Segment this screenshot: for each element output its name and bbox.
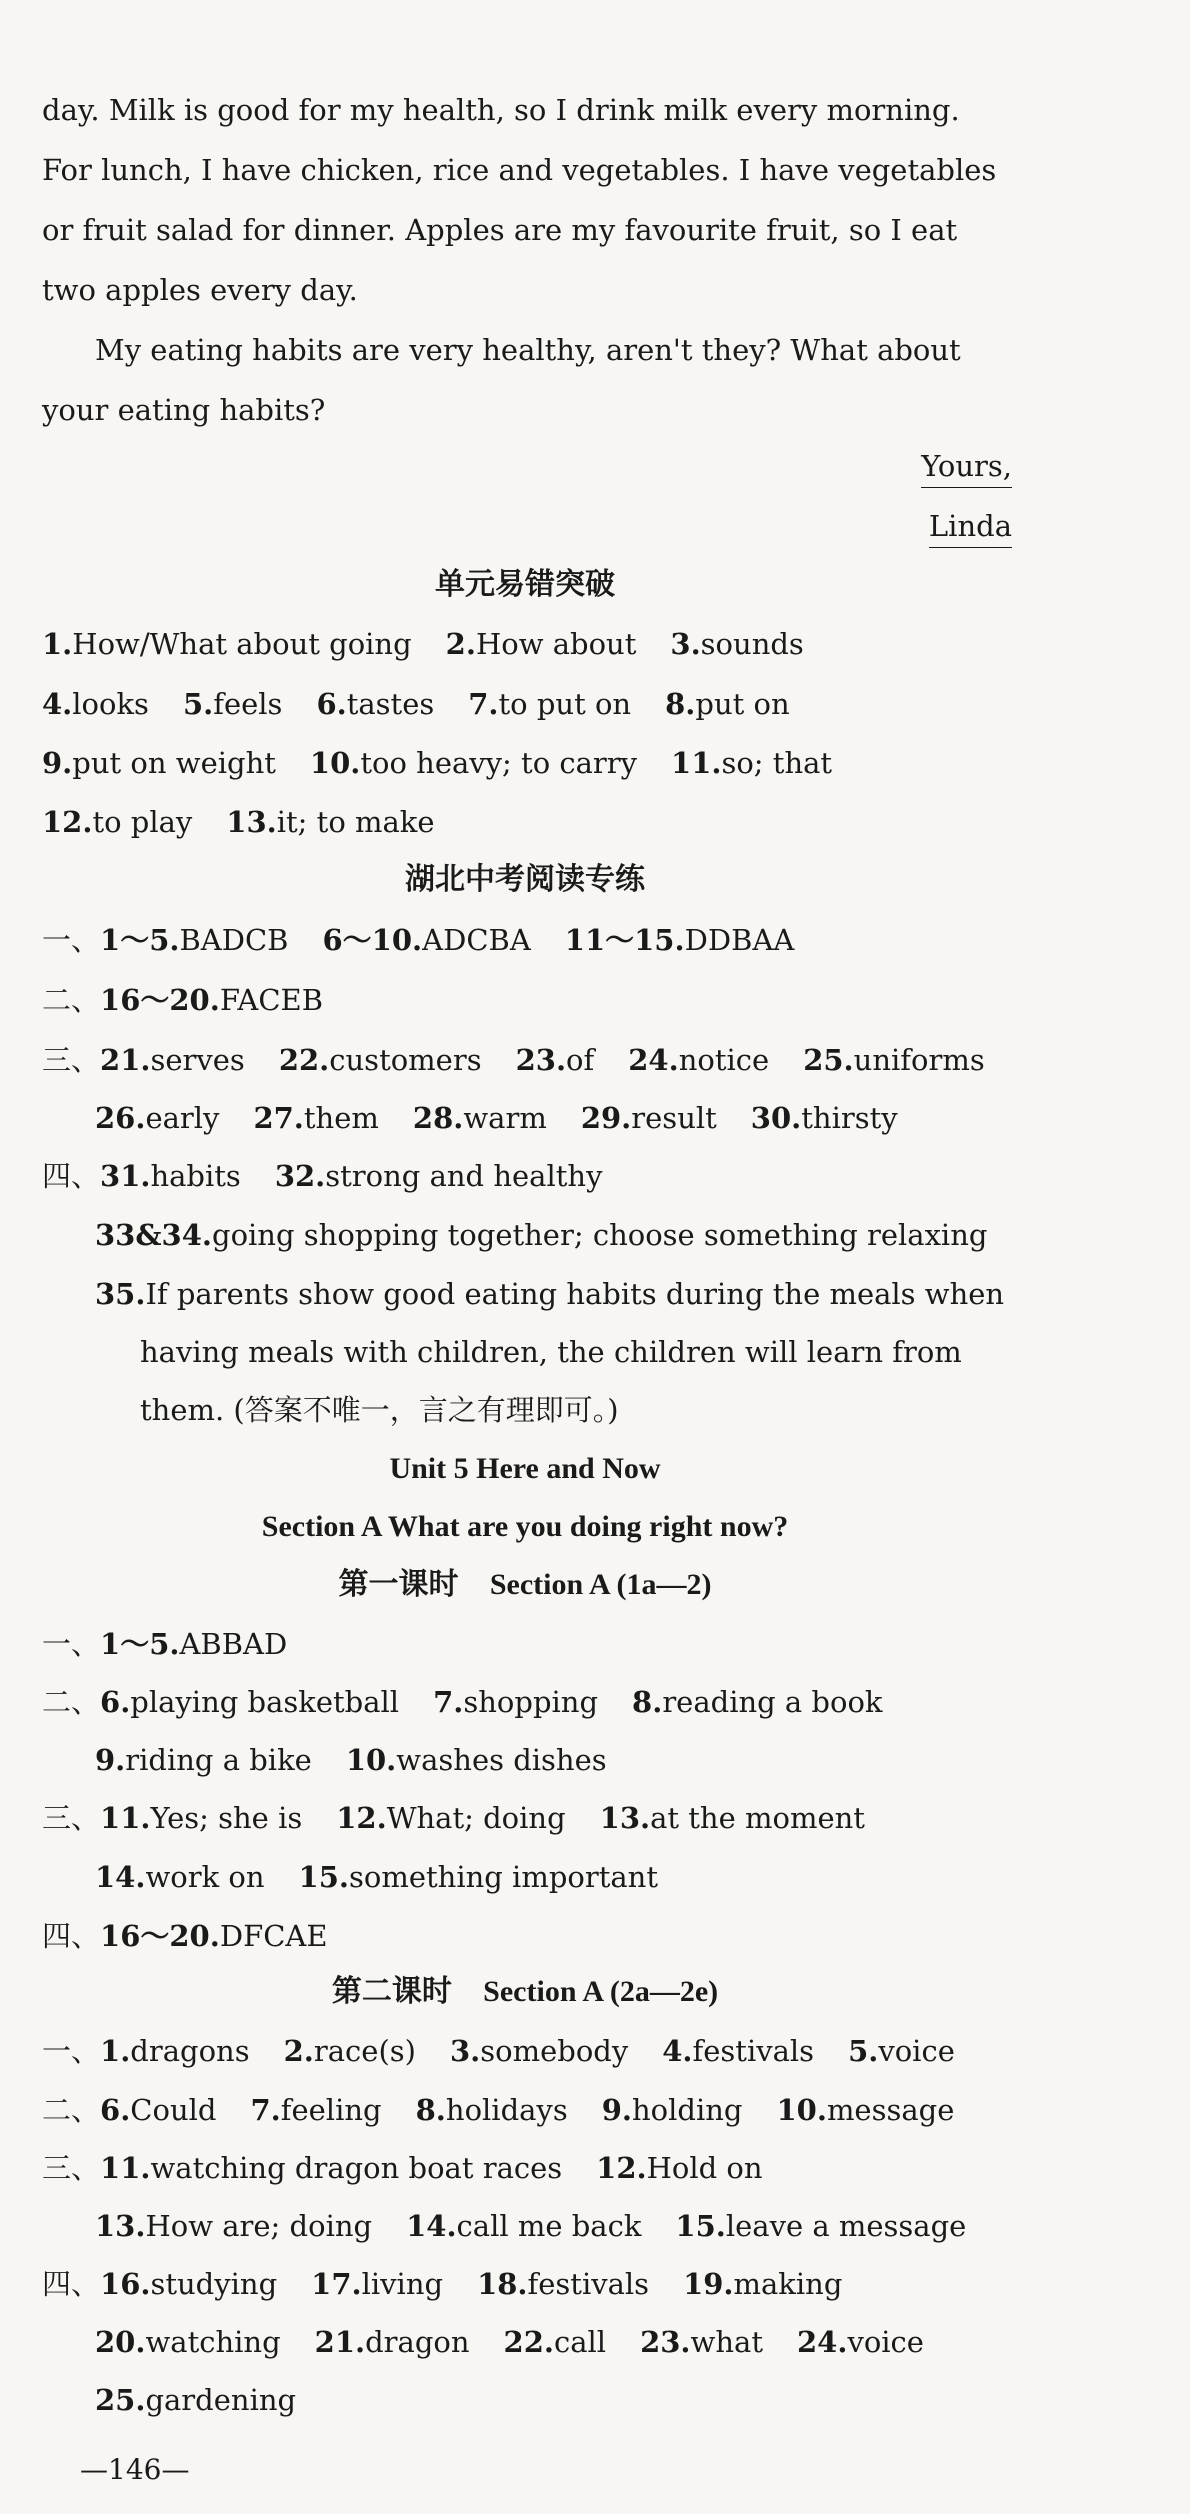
answer-row: 四、16.studying 17.living 18.festivals 19.making <box>42 2267 843 2301</box>
letter-line: two apples every day. <box>42 273 358 307</box>
answer-row: 四、31.habits 32.strong and healthy <box>42 1159 603 1193</box>
answer-row: 三、11.Yes; she is 12.What; doing 13.at the moment <box>42 1801 865 1835</box>
answer-row: 13.How are; doing 14.call me back 15.leave a message <box>95 2209 967 2243</box>
letter-closing: Yours, <box>921 446 1012 488</box>
page-number: —146— <box>80 2453 190 2486</box>
unit-title: Unit 5 Here and Now <box>389 1452 661 1485</box>
answer-row: 35.If parents show good eating habits during the meals when <box>95 1277 1005 1311</box>
answer-row: 26.early 27.them 28.warm 29.result 30.thirsty <box>95 1101 898 1135</box>
answer-row: 一、1～5.BADCB 6～10.ADCBA 11～15.DDBAA <box>42 923 795 957</box>
answer-row: them. (答案不唯一，言之有理即可。) <box>140 1393 619 1427</box>
answer-row: 12.to play 13.it; to make <box>42 805 435 839</box>
letter-line: or fruit salad for dinner. Apples are my favourite fruit, so I eat <box>42 213 958 247</box>
letter-line: your eating habits? <box>42 393 326 427</box>
section-title: 湖北中考阅读专练 <box>405 862 645 897</box>
answer-row: having meals with children, the children will learn from <box>140 1335 962 1369</box>
answer-row: 9.riding a bike 10.washes dishes <box>95 1743 607 1777</box>
answer-row: 四、16～20.DFCAE <box>42 1919 328 1953</box>
letter-line: My eating habits are very healthy, aren't they? What about <box>95 333 961 367</box>
answer-row: 14.work on 15.something important <box>95 1860 658 1894</box>
answer-row: 一、1～5.ABBAD <box>42 1627 288 1661</box>
answer-row: 20.watching 21.dragon 22.call 23.what 24.voice <box>95 2325 924 2359</box>
section-title: 单元易错突破 <box>435 567 615 602</box>
answer-row: 二、6.playing basketball 7.shopping 8.reading a book <box>42 1685 883 1719</box>
answer-row: 4.looks 5.feels 6.tastes 7.to put on 8.put on <box>42 687 790 721</box>
answer-row: 9.put on weight 10.too heavy; to carry 11.so; that <box>42 746 833 780</box>
answer-row: 1.How/What about going 2.How about 3.sounds <box>42 627 804 661</box>
lesson-title: 第一课时 Section A (1a—2) <box>338 1567 712 1602</box>
answer-row: 三、11.watching dragon boat races 12.Hold on <box>42 2151 763 2185</box>
answer-row: 二、6.Could 7.feeling 8.holidays 9.holding 10.message <box>42 2093 955 2127</box>
answer-row: 33&34.going shopping together; choose something relaxing <box>95 1218 988 1252</box>
letter-signature: Linda <box>929 506 1012 548</box>
answer-row: 二、16～20.FACEB <box>42 983 324 1017</box>
lesson-title: 第二课时 Section A (2a—2e) <box>331 1974 719 2009</box>
answer-row: 三、21.serves 22.customers 23.of 24.notice 25.uniforms <box>42 1043 985 1077</box>
letter-line: For lunch, I have chicken, rice and vegetables. I have vegetables <box>42 153 997 187</box>
section-subtitle: Section A What are you doing right now? <box>261 1510 789 1543</box>
answer-row: 25.gardening <box>95 2383 297 2417</box>
answer-row: 一、1.dragons 2.race(s) 3.somebody 4.festivals 5.voice <box>42 2034 955 2068</box>
letter-line: day. Milk is good for my health, so I drink milk every morning. <box>42 93 960 127</box>
